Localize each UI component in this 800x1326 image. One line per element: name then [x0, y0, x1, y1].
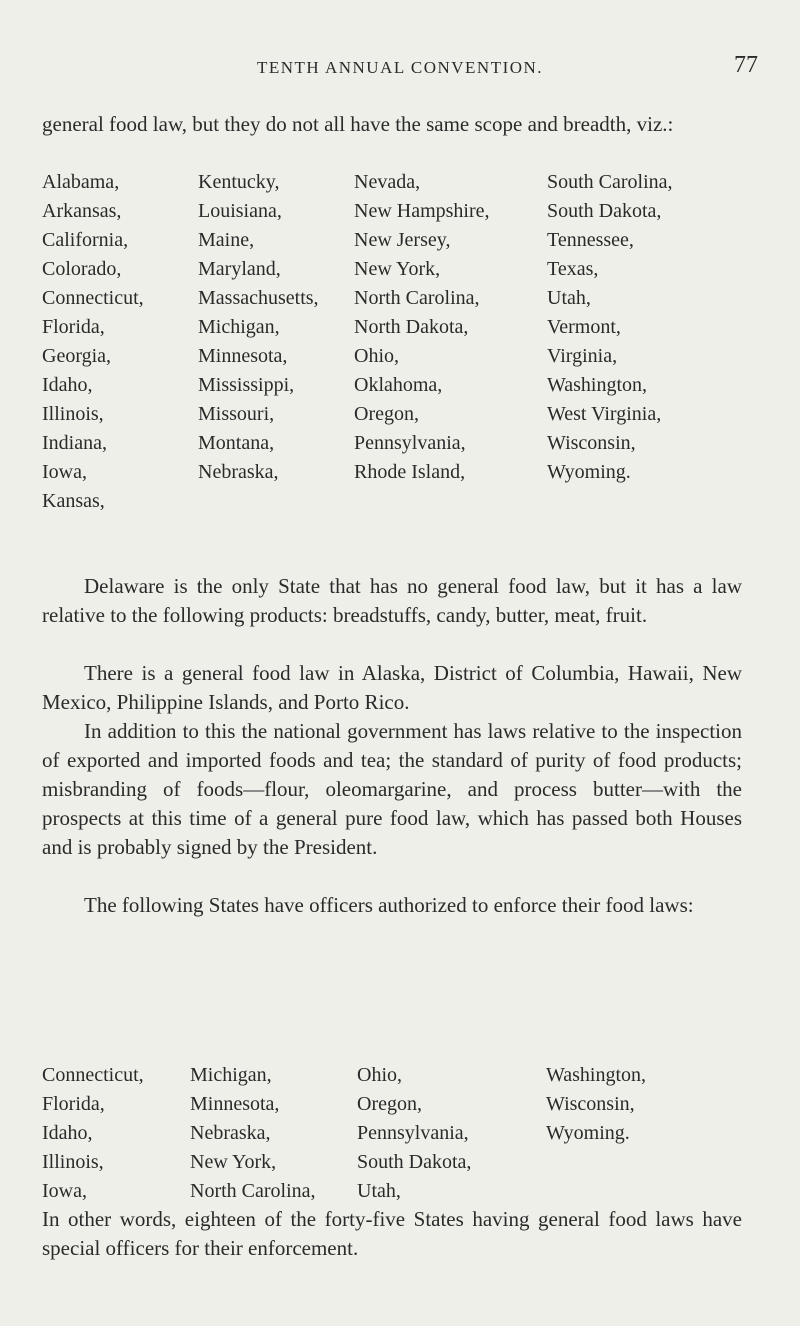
- state-name: Louisiana,: [198, 200, 282, 222]
- state-name: Arkansas,: [42, 200, 122, 222]
- state-name: Wisconsin,: [547, 432, 636, 454]
- state-name: Nebraska,: [198, 461, 279, 483]
- state-name: Mississippi,: [198, 374, 295, 396]
- state-name: Virginia,: [547, 345, 618, 367]
- state-name: Kansas,: [42, 490, 105, 512]
- state-name: Wyoming.: [546, 1122, 630, 1144]
- state-name: Maine,: [198, 229, 255, 251]
- state-name: Idaho,: [42, 1122, 93, 1144]
- state-name: South Dakota,: [357, 1151, 472, 1173]
- state-name: Oregon,: [354, 403, 419, 425]
- state-name: Georgia,: [42, 345, 112, 367]
- state-name: Idaho,: [42, 374, 93, 396]
- state-name: Indiana,: [42, 432, 107, 454]
- states-with-officers-list: [42, 1061, 732, 1206]
- state-name: North Dakota,: [354, 316, 469, 338]
- page-number: 77: [734, 52, 758, 78]
- state-name: [546, 1148, 732, 1177]
- state-name: Washington,: [547, 374, 648, 396]
- officers-intro-paragraph: The following States have officers authorized to enforce their food laws:: [84, 893, 694, 917]
- state-name: Oklahoma,: [354, 374, 443, 396]
- state-name: Ohio,: [357, 1064, 402, 1086]
- state-name: Oregon,: [357, 1093, 422, 1115]
- state-name: [546, 1177, 732, 1206]
- state-name: Tennessee,: [547, 229, 634, 251]
- state-name: Michigan,: [190, 1064, 272, 1086]
- state-name: Vermont,: [547, 316, 621, 338]
- state-name: Minnesota,: [190, 1093, 280, 1115]
- territories-paragraph: There is a general food law in Alaska, District of Columbia, Hawaii, New Mexico, Philippine Islands, and Porto Rico.: [42, 661, 742, 714]
- state-name: Massachusetts,: [198, 287, 319, 309]
- state-name: Illinois,: [42, 403, 104, 425]
- state-name: Pennsylvania,: [354, 432, 466, 454]
- state-name: Wisconsin,: [546, 1093, 635, 1115]
- state-name: North Carolina,: [190, 1180, 316, 1202]
- conclusion-paragraph: In other words, eighteen of the forty-five States having general food laws have special officers for their enforcement.: [42, 1207, 742, 1260]
- state-name: Wyoming.: [547, 461, 631, 483]
- intro-paragraph: general food law, but they do not all have the same scope and breadth, viz.:: [42, 112, 674, 136]
- national-laws-paragraph: In addition to this the national government has laws relative to the inspection of exported and imported foods and tea; the standard of purity of food products; misbranding of foods—flour, oleomargarine, and process butter—with the prospects at this time of a general pure food law, which has passed both Houses and is probably signed by the President.: [42, 719, 742, 859]
- state-name: Pennsylvania,: [357, 1122, 469, 1144]
- state-name: Illinois,: [42, 1151, 104, 1173]
- state-name: New Jersey,: [354, 229, 451, 251]
- state-name: Missouri,: [198, 403, 275, 425]
- state-name: Colorado,: [42, 258, 122, 280]
- state-name: Florida,: [42, 316, 105, 338]
- state-name: California,: [42, 229, 129, 251]
- state-name: [547, 487, 732, 516]
- state-name: Utah,: [357, 1180, 401, 1202]
- state-name: Nevada,: [354, 171, 421, 193]
- state-name: Texas,: [547, 258, 599, 280]
- state-name: Alabama,: [42, 171, 120, 193]
- state-name: South Dakota,: [547, 200, 662, 222]
- delaware-paragraph: Delaware is the only State that has no general food law, but it has a law relative to the following products: breadstuffs, candy, butter, meat, fruit.: [42, 574, 742, 627]
- state-name: North Carolina,: [354, 287, 480, 309]
- state-name: New York,: [354, 258, 441, 280]
- state-name: West Virginia,: [547, 403, 662, 425]
- state-name: Maryland,: [198, 258, 281, 280]
- state-name: Nebraska,: [190, 1122, 271, 1144]
- state-name: Iowa,: [42, 461, 87, 483]
- state-name: Michigan,: [198, 316, 280, 338]
- state-name: Connecticut,: [42, 1064, 144, 1086]
- state-name: [354, 487, 547, 516]
- state-name: Kentucky,: [198, 171, 280, 193]
- running-title: TENTH ANNUAL CONVENTION.: [256, 58, 544, 77]
- state-name: Rhode Island,: [354, 461, 466, 483]
- state-name: Iowa,: [42, 1180, 87, 1202]
- state-name: Minnesota,: [198, 345, 288, 367]
- state-name: New York,: [190, 1151, 277, 1173]
- states-with-food-law-list: [42, 168, 732, 516]
- state-name: [198, 487, 354, 516]
- state-name: Utah,: [547, 287, 591, 309]
- page-header: [40, 52, 760, 86]
- state-name: Ohio,: [354, 345, 399, 367]
- state-name: Florida,: [42, 1093, 105, 1115]
- state-name: Montana,: [198, 432, 275, 454]
- state-name: Washington,: [546, 1064, 647, 1086]
- state-name: Connecticut,: [42, 287, 144, 309]
- state-name: South Carolina,: [547, 171, 673, 193]
- state-name: New Hampshire,: [354, 200, 490, 222]
